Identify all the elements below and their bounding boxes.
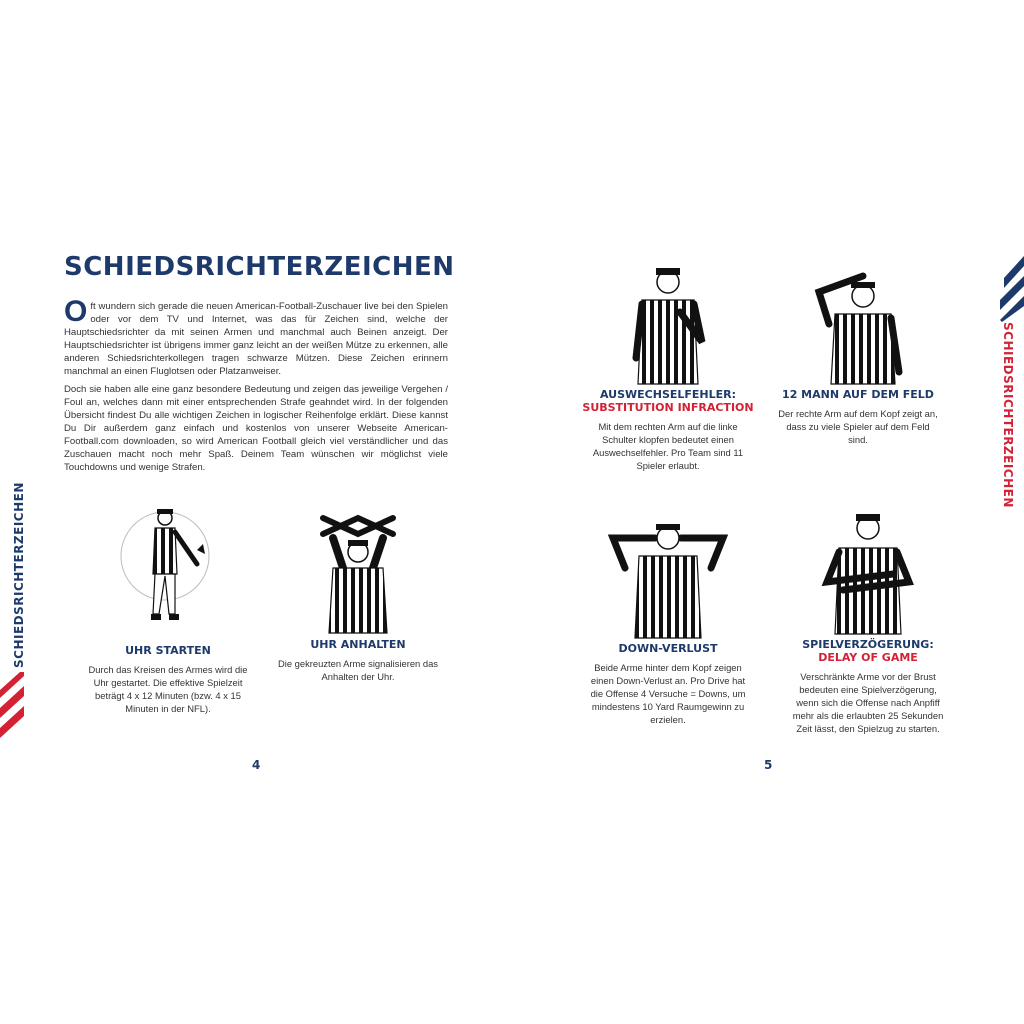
signal-uhr-anhalten: [268, 498, 448, 683]
signal-name: SPIELVERZÖGERUNG:: [802, 638, 934, 651]
dropcap: O: [64, 295, 88, 328]
stripes-decoration-right: [1000, 256, 1024, 322]
referee-delay-of-game-icon: [813, 508, 923, 638]
page-number-right: 5: [764, 758, 773, 772]
intro-paragraph-2: Doch sie haben alle eine ganz besondere Bedeutung und zeigen das jeweilige Vergehen / Foul an, welches dann mit einer entsprechenden Strafe geahndet wird. In der folgenden Übersicht findest Du alle wichtigen Zeichen in logischer Reihenfolge erklärt. Diese kannst Du Dir außerdem ganz einfach und kostenlos von unserer Webseite American-Football.com downloaden, so wird American Football gleich viel verständlicher und das Zuschauen macht noch mehr Spaß. Deinem Team wünschen wir möglichst viele Touchdowns und wenige Strafen.: [64, 384, 448, 473]
signal-name: 12 MANN AUF DEM FELD: [782, 388, 934, 401]
referee-clock-start-icon: [113, 494, 223, 644]
signal-spielverzoegerung: [778, 508, 958, 735]
signal-description: Durch das Kreisen des Armes wird die Uhr gestartet. Die effektive Spielzeit beträgt 4 x 12 Minuten (bzw. 4 x 15 Minuten in der NFL).: [88, 664, 248, 714]
signal-12-mann: [768, 262, 948, 446]
side-tab-right: SCHIEDSRICHTERZEICHEN: [1001, 322, 1015, 508]
signal-name: DOWN-VERLUST: [618, 642, 718, 655]
intro-text: [64, 295, 448, 479]
referee-loss-of-down-icon: [603, 516, 733, 642]
signal-name: AUSWECHSELFEHLER:: [599, 388, 737, 401]
side-tab-left: SCHIEDSRICHTERZEICHEN: [12, 482, 26, 668]
signal-description: Der rechte Arm auf dem Kopf zeigt an, dass zu viele Spieler auf dem Feld sind.: [778, 408, 938, 445]
signal-auswechselfehler: [578, 262, 758, 472]
signal-description: Mit dem rechten Arm auf die linke Schulter klopfen bedeutet einen Auswechselfehler. Pro Team sind 11 Spieler erlaubt.: [592, 421, 744, 471]
page-title: SCHIEDSRICHTERZEICHEN: [64, 252, 455, 282]
signal-description: Beide Arme hinter dem Kopf zeigen einen Down-Verlust an. Pro Drive hat die Offense 4 Versuche = Downs, um mindestens 10 Yard Raumgewinn zu erzielen.: [590, 662, 746, 725]
signal-name: UHR STARTEN: [125, 644, 211, 657]
signal-description: Verschränkte Arme vor der Brust bedeuten eine Spielverzögerung, wenn sich die Offense nach Anpfiff mehr als die erlaubten 25 Sekunden Zeit lässt, den Spielzug zu starten.: [792, 671, 944, 734]
right-page: [512, 0, 1024, 1024]
signal-uhr-starten: [78, 494, 258, 715]
signal-description: Die gekreuzten Arme signalisieren das Anhalten der Uhr.: [278, 658, 438, 682]
referee-12-men-icon: [803, 262, 913, 388]
signal-down-verlust: [578, 516, 758, 726]
page-number-left: 4: [252, 758, 261, 772]
stripes-decoration-left: [0, 672, 24, 738]
referee-clock-stop-icon: [303, 498, 413, 638]
signal-name: UHR ANHALTEN: [310, 638, 406, 651]
signal-subtitle: SUBSTITUTION INFRACTION: [582, 401, 754, 414]
signal-subtitle: DELAY OF GAME: [818, 651, 918, 664]
intro-paragraph-1: O ft wundern sich gerade die neuen American-Football-Zuschauer live bei den Spielen oder vor dem TV und Internet, was das für Zeichen sind, welche der Hauptschiedsrichter da mit seinen Armen und manchmal auch Beinen anzeigt. Der Hauptschiedsrichter ist übrigens immer ganz leicht an der weißen Mütze zu erkennen, alle anderen Schiedsrichterkollegen tragen schwarze Mützen. Diese Zeichen erinnern manchmal an einen Fluglotsen oder Platzanweiser.: [64, 295, 448, 377]
referee-substitution-icon: [618, 262, 718, 388]
